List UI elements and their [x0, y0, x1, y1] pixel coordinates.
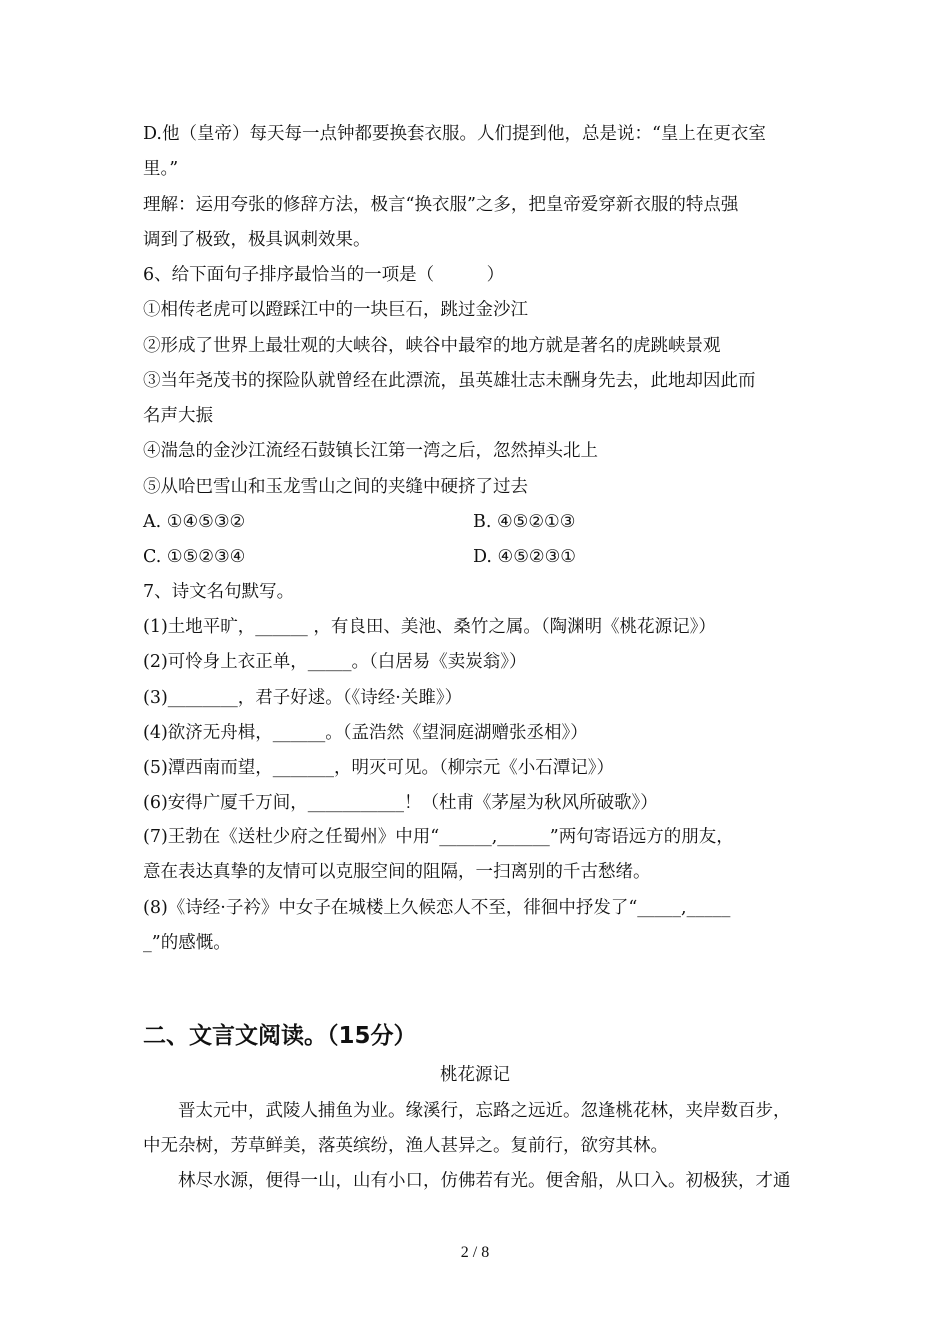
fill-blank-5: (5)潭西南而望，_______，明灭可见。（柳宗元《小石潭记》） [143, 758, 615, 778]
passage-paragraph-1-cont: 中无杂树，芳草鲜美，落英缤纷，渔人甚异之。复前行，欲穷其林。 [143, 1136, 668, 1156]
choice-d: D. ④⑤②③① [473, 547, 576, 567]
sentence-2: ②形成了世界上最壮观的大峡谷，峡谷中最窄的地方就是著名的虎跳峡景观 [143, 336, 721, 356]
passage-paragraph-1: 晋太元中，武陵人捕鱼为业。缘溪行，忘路之远近。忽逢桃花林，夹岸数百步， [178, 1101, 791, 1121]
question-6: 6、给下面句子排序最恰当的一项是（ ） [143, 265, 505, 285]
fill-blank-7-cont: 意在表达真挚的友情可以克服空间的阻隔，一扫离别的千古愁绪。 [143, 862, 651, 882]
passage-paragraph-2: 林尽水源，便得一山，山有小口，仿佛若有光。便舍船，从口入。初极狭，才通 [178, 1171, 791, 1191]
question-7: 7、诗文名句默写。 [143, 582, 295, 602]
choice-c: C. ①⑤②③④ [143, 547, 246, 567]
fill-blank-4: (4)欲济无舟楫，______。（孟浩然《望洞庭湖赠张丞相》） [143, 723, 588, 743]
explanation-line: 理解：运用夸张的修辞方法，极言“换衣服”之多，把皇帝爱穿新衣服的特点强 [143, 195, 739, 215]
fill-blank-8: (8)《诗经·子衿》中女子在城楼上久候恋人不至，徘徊中抒发了“_____,_____ [143, 898, 731, 918]
page-number: 2 / 8 [460, 1244, 490, 1261]
option-d-line: 里。” [143, 159, 179, 179]
choice-a: A. ①④⑤③② [143, 512, 246, 532]
fill-blank-6: (6)安得广厦千万间，___________！（杜甫《茅屋为秋风所破歌》） [143, 793, 658, 813]
option-d-line: D.他（皇帝）每天每一点钟都要换套衣服。人们提到他，总是说：“皇上在更衣室 [143, 124, 766, 144]
sentence-1: ①相传老虎可以蹬踩江中的一块巨石，跳过金沙江 [143, 300, 528, 320]
fill-blank-8-cont: _”的感慨。 [143, 933, 231, 953]
sentence-3-cont: 名声大振 [143, 406, 213, 426]
passage-title: 桃花源记 [440, 1065, 510, 1085]
sentence-5: ⑤从哈巴雪山和玉龙雪山之间的夹缝中硬挤了过去 [143, 477, 528, 497]
fill-blank-3: (3)________，君子好逑。（《诗经·关雎》） [143, 688, 463, 708]
fill-blank-1: (1)土地平旷，______ ，有良田、美池、桑竹之属。（陶渊明《桃花源记》） [143, 617, 716, 637]
explanation-line: 调到了极致，极具讽刺效果。 [143, 230, 371, 250]
sentence-4: ④湍急的金沙江流经石鼓镇长江第一湾之后，忽然掉头北上 [143, 441, 598, 461]
fill-blank-2: (2)可怜身上衣正单，_____。（白居易《卖炭翁》） [143, 652, 527, 672]
section-heading: 二、文言文阅读。（15分） [143, 1023, 417, 1049]
fill-blank-7: (7)王勃在《送杜少府之任蜀州》中用“______,______”两句寄语远方的朋友， [143, 827, 734, 847]
sentence-3: ③当年尧茂书的探险队就曾经在此漂流，虽英雄壮志未酬身先去，此地却因此而 [143, 371, 756, 391]
choice-b: B. ④⑤②①③ [473, 512, 576, 532]
